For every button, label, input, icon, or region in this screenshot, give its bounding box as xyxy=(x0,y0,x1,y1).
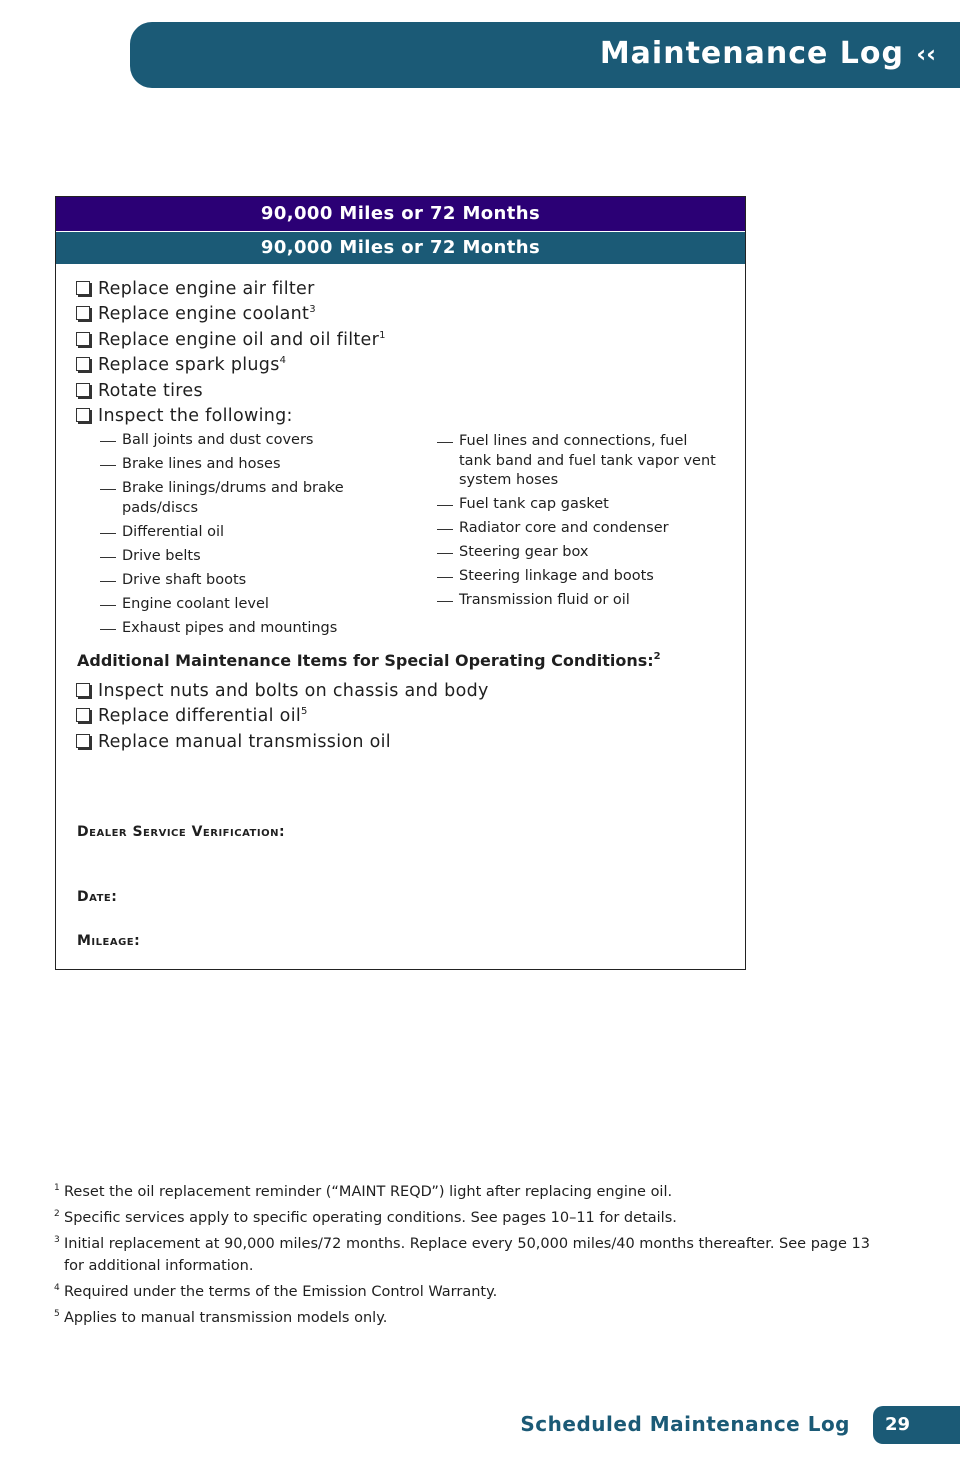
footnote-ref: 3 xyxy=(309,304,316,316)
blank-line-icon xyxy=(437,529,453,530)
inspect-list-left xyxy=(100,431,390,643)
blank-line-icon xyxy=(437,553,453,554)
inspect-item[interactable] xyxy=(437,591,717,611)
blank-line-icon xyxy=(100,489,116,490)
service-item[interactable] xyxy=(76,379,386,404)
blank-line-icon xyxy=(100,581,116,582)
blank-line-icon xyxy=(437,505,453,506)
service-list xyxy=(76,277,386,429)
inspect-item-text: Brake lines and hoses xyxy=(122,456,281,473)
page-title: Maintenance Log xyxy=(599,36,904,71)
footnote xyxy=(54,1277,874,1303)
footnote-ref: 4 xyxy=(279,355,287,367)
inspect-item[interactable] xyxy=(100,619,390,639)
service-item-text: Replace engine oil and oil filter xyxy=(98,329,380,350)
inspect-item[interactable] xyxy=(437,495,717,515)
service-item[interactable] xyxy=(76,328,386,353)
service-item-text: Inspect the following: xyxy=(98,406,293,427)
blank-line-icon xyxy=(437,601,453,602)
service-item-text: Replace differential oil xyxy=(98,706,302,727)
blank-line-icon xyxy=(100,557,116,558)
footnote-text: Required under the terms of the Emission Control Warranty. xyxy=(64,1284,498,1300)
footnote-ref: 5 xyxy=(301,706,308,718)
service-item-text: Replace manual transmission oil xyxy=(98,731,391,752)
inspect-item-text: Differential oil xyxy=(122,523,225,540)
footnote-number: 1 xyxy=(54,1183,60,1193)
footnote-text: Applies to manual transmission models only. xyxy=(64,1310,388,1326)
date-label: Date: xyxy=(77,889,118,905)
footnotes xyxy=(54,1177,874,1329)
inspect-item[interactable] xyxy=(100,595,390,615)
dealer-verification-label: Dealer Service Verification: xyxy=(77,824,286,840)
inspect-item[interactable] xyxy=(437,432,717,491)
additional-service-list xyxy=(76,679,489,755)
footer-section-title: Scheduled Maintenance Log xyxy=(520,1412,850,1436)
inspect-item-text: Steering linkage and boots xyxy=(459,568,654,585)
inspect-item-text: Exhaust pipes and mountings xyxy=(122,620,338,637)
service-item[interactable] xyxy=(76,679,489,704)
inspect-item[interactable] xyxy=(100,523,390,543)
service-item[interactable] xyxy=(76,353,386,378)
inspect-item[interactable] xyxy=(437,543,717,563)
inspect-item[interactable] xyxy=(437,519,717,539)
maintenance-box xyxy=(55,196,746,970)
inspect-item-text: Ball joints and dust covers xyxy=(122,432,314,448)
inspect-item[interactable] xyxy=(100,479,390,518)
service-item-text: Rotate tires xyxy=(98,380,203,401)
service-item[interactable] xyxy=(76,730,489,755)
inspect-item-text: Drive belts xyxy=(122,547,201,564)
service-item[interactable] xyxy=(76,302,386,327)
additional-heading-text: Additional Maintenance Items for Special Operating Conditions: xyxy=(77,651,654,670)
footnote-ref: 1 xyxy=(379,329,386,341)
inspect-item-text: Fuel tank cap gasket xyxy=(459,496,609,513)
footnote xyxy=(54,1203,874,1229)
footnote-text: Specific services apply to specific operating conditions. See pages 10–11 for details. xyxy=(64,1210,677,1226)
inspect-item-text: Steering gear box xyxy=(459,544,589,561)
checkbox-icon[interactable] xyxy=(76,734,90,748)
inspect-item[interactable] xyxy=(100,571,390,591)
blank-line-icon xyxy=(100,533,116,534)
inspect-item-text: Engine coolant level xyxy=(122,596,269,613)
footnote-number: 4 xyxy=(54,1283,60,1293)
interval-band-secondary: 90,000 Miles or 72 Months xyxy=(56,231,745,264)
blank-line-icon xyxy=(100,629,116,630)
footnote-number: 5 xyxy=(54,1309,60,1319)
checkbox-icon[interactable] xyxy=(76,683,90,697)
inspect-item-text: Radiator core and condenser xyxy=(459,520,669,537)
service-item-text: Replace spark plugs xyxy=(98,355,280,376)
footnote-number: 2 xyxy=(54,1209,60,1219)
blank-line-icon xyxy=(100,465,116,466)
blank-line-icon xyxy=(437,577,453,578)
interval-band-primary: 90,000 Miles or 72 Months xyxy=(56,197,745,231)
service-item-text: Replace engine air filter xyxy=(98,279,315,299)
inspect-item[interactable] xyxy=(100,547,390,567)
checkbox-icon[interactable] xyxy=(76,281,90,295)
header-bar xyxy=(130,22,960,88)
blank-line-icon xyxy=(100,441,116,442)
footnote xyxy=(54,1303,874,1329)
checkbox-icon[interactable] xyxy=(76,408,90,422)
checkbox-icon[interactable] xyxy=(76,383,90,397)
service-item[interactable] xyxy=(76,404,386,429)
footnote xyxy=(54,1229,874,1277)
service-item-text: Replace engine coolant xyxy=(98,304,310,325)
footnote xyxy=(54,1177,874,1203)
inspect-item-text: Drive shaft boots xyxy=(122,571,247,588)
footnote-number: 3 xyxy=(54,1235,60,1245)
checkbox-icon[interactable] xyxy=(76,357,90,371)
service-item[interactable] xyxy=(76,704,489,729)
chevron-left-icon: ‹‹ xyxy=(916,40,936,68)
page-number: 29 xyxy=(873,1406,960,1444)
inspect-item[interactable] xyxy=(437,567,717,587)
service-item[interactable] xyxy=(76,277,386,302)
footnote-ref: 2 xyxy=(653,651,661,662)
inspect-item-text: Fuel lines and connections, fuel tank band and fuel tank vapor vent system hoses xyxy=(459,433,716,488)
inspect-list-right xyxy=(437,432,717,616)
checkbox-icon[interactable] xyxy=(76,332,90,346)
checkbox-icon[interactable] xyxy=(76,306,90,320)
blank-line-icon xyxy=(100,605,116,606)
checkbox-icon[interactable] xyxy=(76,708,90,722)
inspect-item-text: Transmission fluid or oil xyxy=(459,592,630,609)
footnote-text: Initial replacement at 90,000 miles/72 months. Replace every 50,000 miles/40 months thereafter. See page 13 for additional information. xyxy=(64,1236,870,1274)
additional-maintenance-heading xyxy=(77,651,661,670)
mileage-label: Mileage: xyxy=(77,933,141,949)
footnote-text: Reset the oil replacement reminder (“MAINT REQD”) light after replacing engine oil. xyxy=(64,1184,673,1200)
inspect-item-text: Brake linings/drums and brake pads/discs xyxy=(122,480,344,516)
blank-line-icon xyxy=(437,442,453,443)
inspect-item[interactable] xyxy=(100,455,390,475)
service-item-text: Inspect nuts and bolts on chassis and body xyxy=(98,681,489,701)
inspect-item[interactable] xyxy=(100,431,390,451)
